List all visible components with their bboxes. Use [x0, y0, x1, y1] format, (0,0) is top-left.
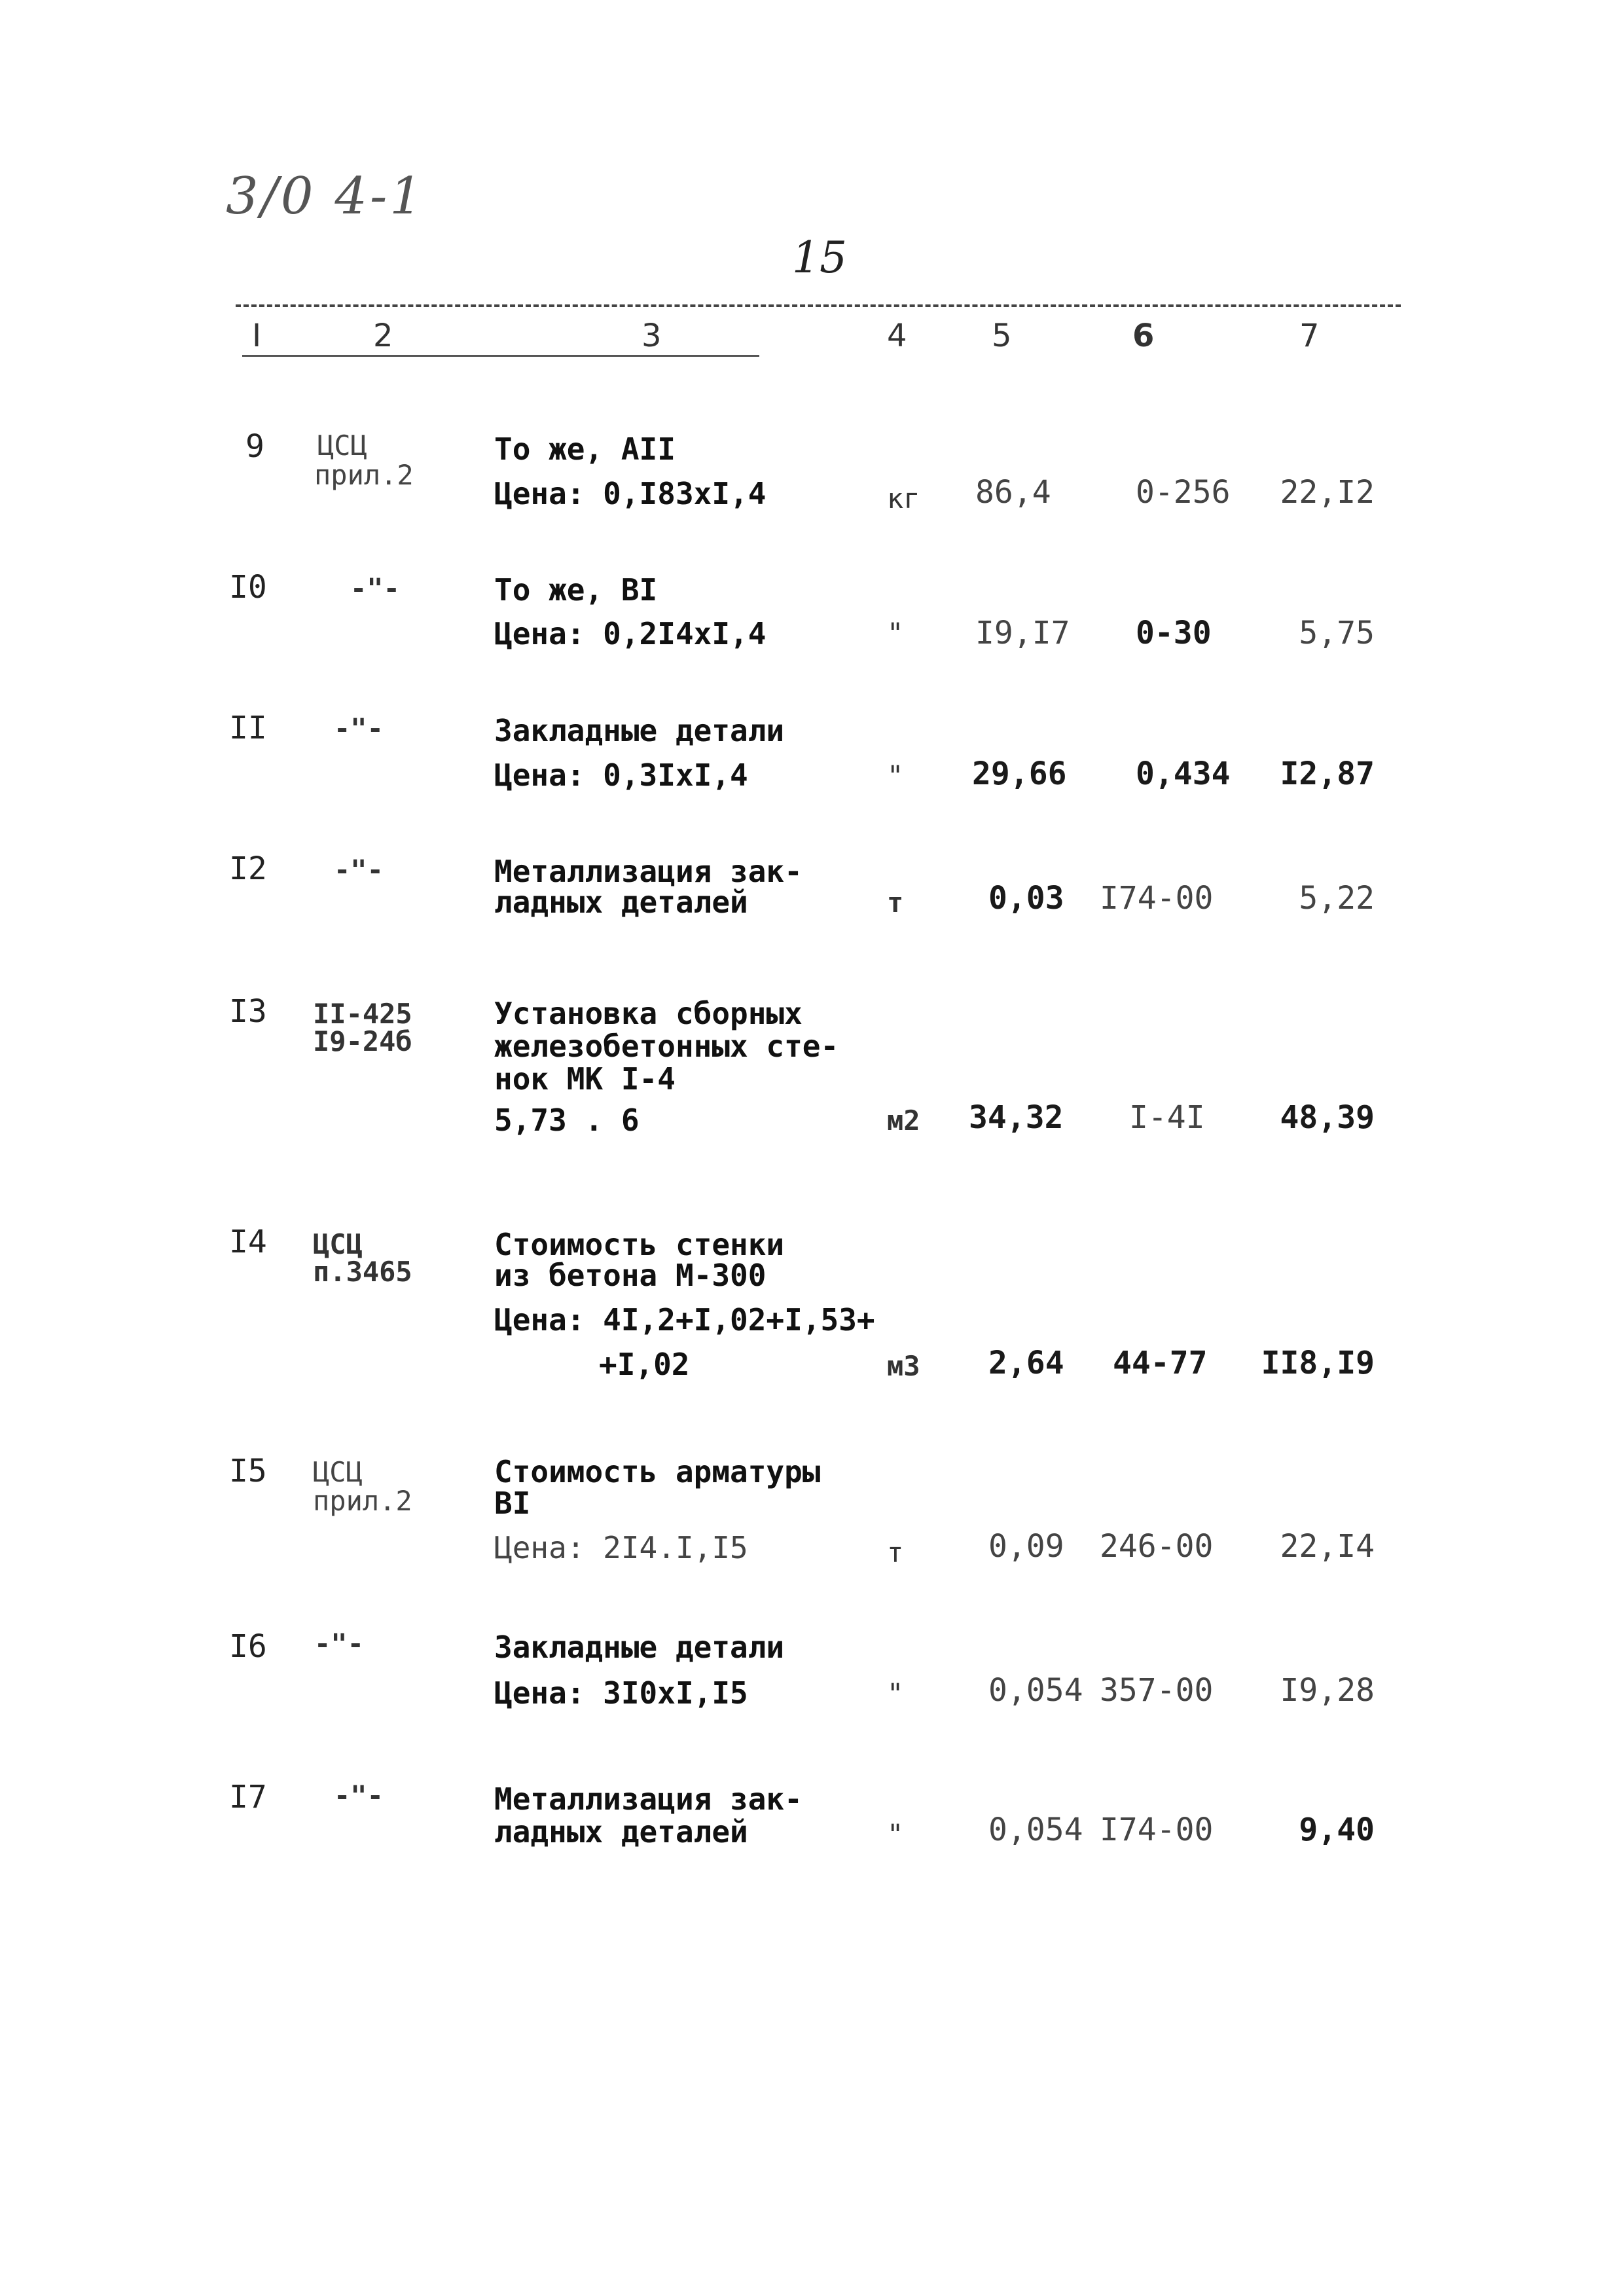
row-number: 9	[245, 428, 264, 465]
description-line-2: железобетонных сте-	[494, 1029, 839, 1064]
unit: "	[887, 1677, 904, 1709]
price-formula: Цена: 0,I83хI,4	[494, 476, 767, 511]
norm-code: II-425	[313, 998, 412, 1030]
norm-code: п.3465	[313, 1256, 412, 1288]
unit-rate: I-4I	[1129, 1099, 1205, 1136]
norm-code: -"-	[314, 1628, 364, 1660]
price-formula: Цена: 3I0хI,I5	[494, 1675, 748, 1711]
total: 48,39	[1280, 1099, 1375, 1136]
quantity: 29,66	[972, 756, 1067, 792]
header-underline	[242, 355, 759, 357]
quantity: 0,054	[988, 1672, 1083, 1709]
total: I2,87	[1280, 756, 1375, 792]
column-header-2: 2	[373, 318, 393, 354]
unit: м2	[887, 1104, 920, 1137]
unit-rate: 0,434	[1136, 756, 1231, 792]
description: Металлизация зак-	[494, 1781, 803, 1817]
price-formula: Цена: 4I,2+I,02+I,53+	[494, 1302, 875, 1338]
row-number: I6	[229, 1628, 267, 1665]
row-number: I7	[229, 1779, 267, 1815]
column-header-5: 5	[992, 318, 1012, 354]
page-number: 15	[792, 232, 847, 283]
row-number: II	[229, 710, 267, 746]
description: Стоимость арматуры	[494, 1454, 821, 1489]
norm-code: -"-	[334, 1779, 384, 1812]
price-formula: Цена: 0,3IхI,4	[494, 757, 748, 793]
norm-code: ЦСЦ	[313, 1456, 363, 1488]
quantity: 86,4	[975, 474, 1051, 511]
unit-rate: 44-77	[1113, 1345, 1208, 1381]
unit: "	[887, 617, 904, 649]
row-number: I3	[229, 993, 267, 1030]
norm-code: -"-	[350, 572, 400, 604]
row-number: I2	[229, 850, 267, 887]
unit: т	[887, 1537, 904, 1569]
description-line-2: из бетона М-300	[494, 1258, 767, 1293]
price-formula: 5,73 . 6	[494, 1102, 640, 1138]
unit-rate: 0-30	[1136, 615, 1212, 651]
description: То же, АII	[494, 431, 676, 467]
description: Стоимость стенки	[494, 1227, 785, 1262]
column-header-7: 7	[1299, 318, 1320, 354]
norm-code: ЦСЦ	[317, 429, 367, 462]
description-line-2: ладных деталей	[494, 884, 748, 920]
handwritten-note: 3/0 4-1	[226, 167, 425, 226]
row-number: I0	[229, 569, 267, 606]
description-line-2: ВI	[494, 1485, 531, 1521]
quantity: 0,09	[988, 1528, 1064, 1565]
column-header-3: 3	[641, 318, 662, 354]
description: То же, ВI	[494, 572, 658, 608]
unit-rate: 246-00	[1100, 1528, 1214, 1565]
norm-code: -"-	[334, 854, 384, 886]
price-formula: Цена: 2I4.I,I5	[494, 1530, 748, 1565]
total: 22,I4	[1280, 1528, 1375, 1565]
column-header-6: 6	[1132, 318, 1155, 354]
quantity: 0,054	[988, 1812, 1083, 1848]
description: Закладные детали	[494, 1630, 785, 1665]
unit: "	[887, 1818, 904, 1850]
unit-rate: 0-256	[1136, 474, 1231, 511]
total: I9,28	[1280, 1672, 1375, 1709]
unit: т	[887, 886, 904, 919]
unit: "	[887, 759, 904, 792]
column-header-4: 4	[887, 318, 907, 354]
quantity: 0,03	[988, 880, 1064, 917]
description: Закладные детали	[494, 713, 785, 748]
unit-rate: I74-00	[1100, 1812, 1214, 1848]
total: 22,I2	[1280, 474, 1375, 511]
total: 9,40	[1299, 1812, 1375, 1848]
norm-code: I9-24б	[313, 1025, 412, 1057]
unit: кг	[887, 483, 920, 515]
norm-code: прил.2	[313, 1485, 412, 1517]
column-header-1: I	[252, 318, 262, 354]
description-line-3: нок МК I-4	[494, 1061, 676, 1097]
norm-code: ЦСЦ	[313, 1228, 363, 1260]
norm-code: -"-	[334, 712, 384, 744]
quantity: I9,I7	[975, 615, 1070, 651]
row-number: I4	[229, 1224, 267, 1260]
total: 5,22	[1299, 880, 1375, 917]
header-rule	[236, 304, 1401, 307]
norm-code: прил.2	[314, 459, 414, 491]
unit-rate: 357-00	[1100, 1672, 1214, 1709]
row-number: I5	[229, 1453, 267, 1489]
price-formula: Цена: 0,2I4хI,4	[494, 616, 767, 651]
unit-rate: I74-00	[1100, 880, 1214, 917]
unit: м3	[887, 1350, 920, 1382]
quantity: 2,64	[988, 1345, 1064, 1381]
description: Установка сборных	[494, 996, 803, 1031]
total: II8,I9	[1261, 1345, 1375, 1381]
quantity: 34,32	[969, 1099, 1064, 1136]
description-line-2: ладных деталей	[494, 1814, 748, 1850]
description: Металлизация зак-	[494, 854, 803, 889]
total: 5,75	[1299, 615, 1375, 651]
price-formula-line-2: +I,02	[599, 1347, 690, 1382]
